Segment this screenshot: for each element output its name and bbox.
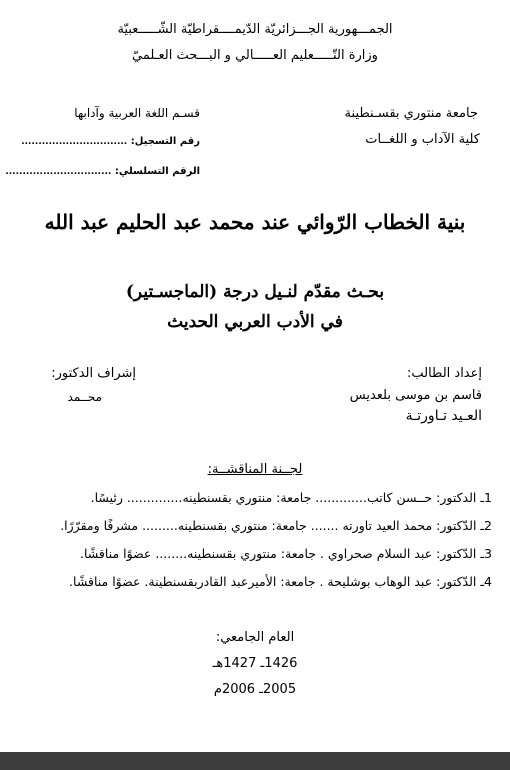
supervision-label: إشراف الدكتور: — [51, 366, 136, 381]
academic-year-hijri: 1426ـ 1427هـ — [212, 656, 298, 671]
academic-year-gregorian: 2005ـ 2006م — [213, 682, 297, 697]
degree-line: بحـث مقدّم لنـيل درجة (الماجسـتير) — [125, 282, 385, 302]
registration-dots: ............................... — [21, 137, 128, 147]
registration-label: رقم التسجيل: — [130, 136, 200, 147]
serial-number-field — [5, 166, 200, 177]
student-name: قاسم بن موسى بلعديس — [349, 388, 482, 403]
student-name-second: العـيد تـاورتـة — [405, 408, 482, 424]
registration-number-field — [21, 136, 200, 147]
department-name: قسـم اللغة العربية وآدابها — [74, 106, 200, 120]
serial-label: الرقم التسلسلي: — [114, 166, 200, 177]
committee-heading — [0, 462, 510, 477]
committee-label: لجــنة المناقشــة: — [207, 462, 303, 477]
academic-year-label: العام الجامعي: — [215, 630, 295, 645]
faculty-name: كلية الآداب و اللغــات — [365, 132, 480, 147]
bottom-border-bar — [0, 752, 510, 770]
serial-dots: ............................... — [5, 167, 112, 177]
thesis-title: بنية الخطاب الرّوائي عند محمد عبد الحليم عبد الله — [44, 210, 466, 234]
ministry-heading: وزارة التّـــــعليم العـــــالي و البـــحث العـلميّ — [132, 48, 378, 63]
committee-member-3: 3ـ الدّكتور: عبد السلام صحراوي . جامعة: منتوري بقسنطينه........ عضوًا مناقشًا. — [79, 546, 492, 561]
field-line: في الأدب العربي الحديث — [167, 312, 343, 332]
committee-member-2: 2ـ الدّكتور: محمد العيد تاورته ....... جامعة: منتوري بقسنطينه......... مشرفًا ومقرّرًا. — [60, 518, 492, 533]
committee-member-1: 1ـ الدكتور: حــسن كاتب............. جامعة: منتوري بقسنطينه.............. رئيسًا. — [90, 490, 492, 505]
university-name: جامعة منتوري بقسـنطينة — [344, 106, 478, 121]
republic-heading: الجمـــهورية الجـــزائريّة الدّيمــــقراطيّة الشّـــــعبيّة — [117, 22, 393, 37]
committee-member-4: 4ـ الدّكتور: عبد الوهاب بوشليحة . جامعة: الأميرعبد القادربقسنطينة. عضوًا مناقشًا. — [69, 574, 492, 589]
prepared-by-label: إعداد الطالب: — [406, 366, 482, 381]
supervisor-name: محــمد — [67, 390, 102, 404]
